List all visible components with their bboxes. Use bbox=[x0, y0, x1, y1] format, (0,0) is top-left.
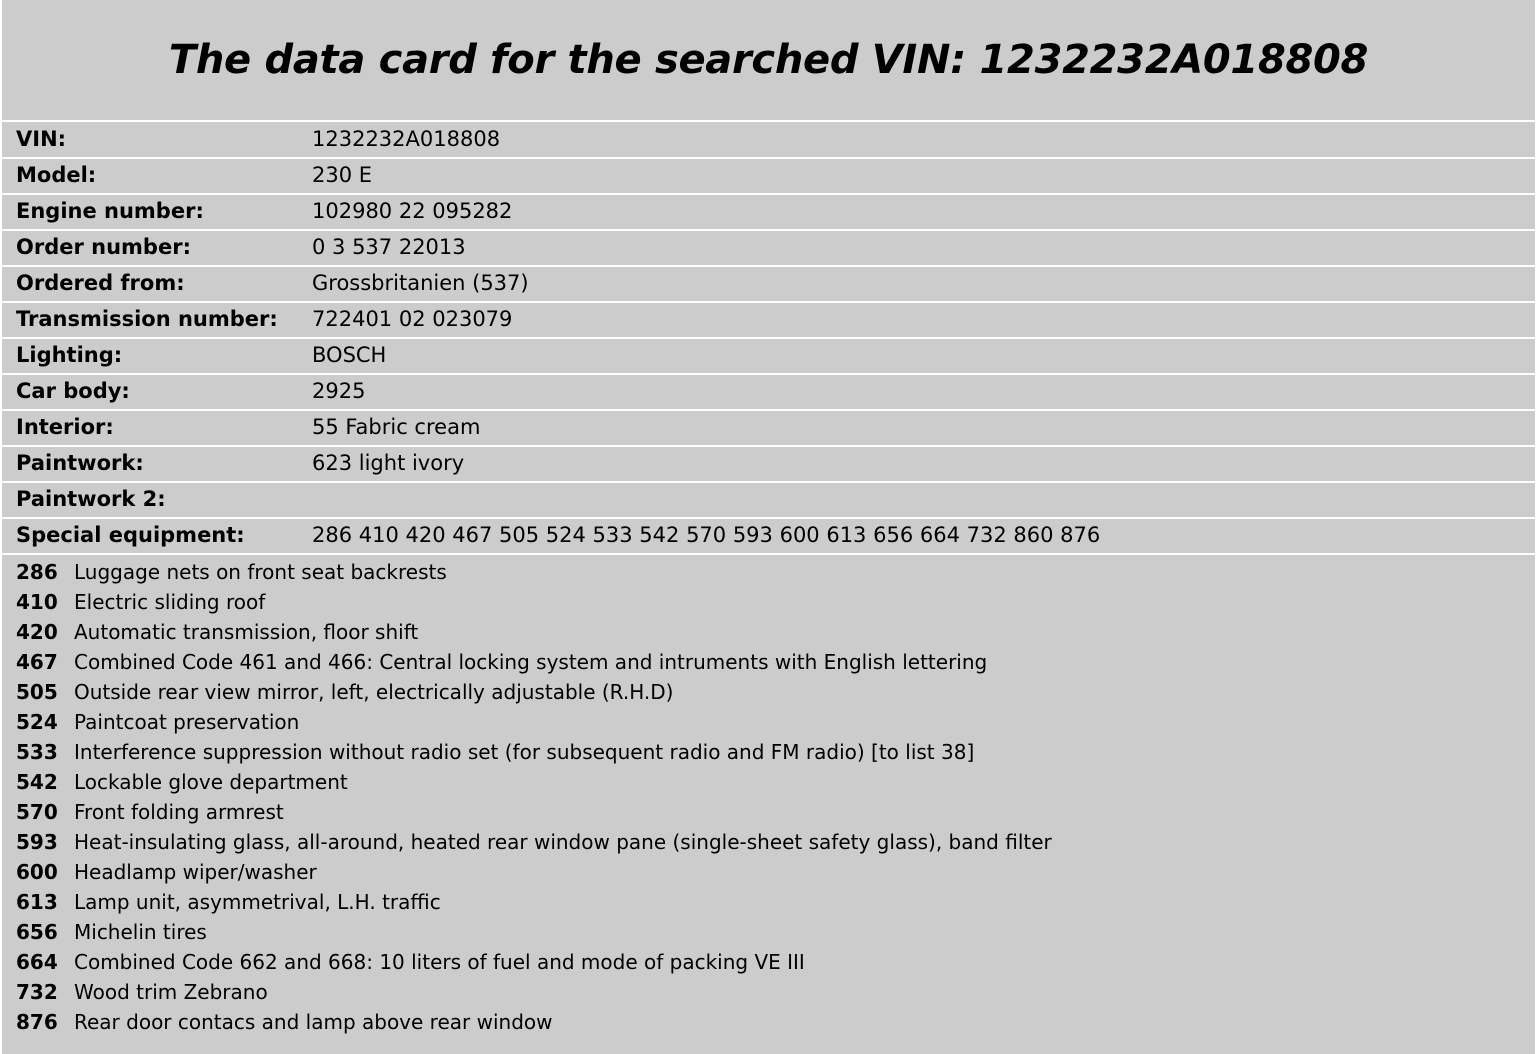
detail-value: 722401 02 023079 bbox=[312, 302, 1535, 338]
detail-label: VIN: bbox=[2, 122, 312, 158]
equipment-code: 664 bbox=[16, 950, 58, 974]
list-item bbox=[2, 707, 1535, 737]
detail-value: BOSCH bbox=[312, 338, 1535, 374]
list-item bbox=[2, 977, 1535, 1007]
table-row bbox=[2, 302, 1535, 338]
equipment-code: 524 bbox=[16, 710, 58, 734]
list-item bbox=[2, 557, 1535, 587]
detail-label: Engine number: bbox=[2, 194, 312, 230]
equipment-code: 593 bbox=[16, 830, 58, 854]
list-item bbox=[2, 917, 1535, 947]
detail-value: 1232232A018808 bbox=[312, 122, 1535, 158]
page-title: The data card for the searched VIN: 1232232A018808 bbox=[168, 37, 1369, 83]
vehicle-details-table bbox=[2, 122, 1535, 555]
detail-label: Lighting: bbox=[2, 338, 312, 374]
equipment-code: 410 bbox=[16, 590, 58, 614]
equipment-description: Automatic transmission, floor shift bbox=[74, 620, 419, 644]
equipment-description: Electric sliding roof bbox=[74, 590, 266, 614]
table-row bbox=[2, 518, 1535, 554]
equipment-code: 570 bbox=[16, 800, 58, 824]
equipment-description: Interference suppression without radio set (for subsequent radio and FM radio) [to list 38] bbox=[74, 740, 975, 764]
equipment-description: Outside rear view mirror, left, electrically adjustable (R.H.D) bbox=[74, 680, 674, 704]
equipment-code: 542 bbox=[16, 770, 58, 794]
equipment-code: 656 bbox=[16, 920, 58, 944]
table-row bbox=[2, 446, 1535, 482]
table-row bbox=[2, 338, 1535, 374]
equipment-description: Combined Code 461 and 466: Central locking system and intruments with English lettering bbox=[74, 650, 988, 674]
equipment-code: 533 bbox=[16, 740, 58, 764]
equipment-description: Lamp unit, asymmetrival, L.H. traffic bbox=[74, 890, 441, 914]
detail-value: 623 light ivory bbox=[312, 446, 1535, 482]
special-equipment-list bbox=[2, 555, 1535, 1037]
equipment-code: 505 bbox=[16, 680, 58, 704]
list-item bbox=[2, 587, 1535, 617]
list-item bbox=[2, 647, 1535, 677]
list-item bbox=[2, 827, 1535, 857]
detail-label: Ordered from: bbox=[2, 266, 312, 302]
detail-label: Car body: bbox=[2, 374, 312, 410]
table-row bbox=[2, 194, 1535, 230]
equipment-description: Wood trim Zebrano bbox=[74, 980, 268, 1004]
detail-value: Grossbritanien (537) bbox=[312, 266, 1535, 302]
equipment-description: Front folding armrest bbox=[74, 800, 284, 824]
table-row bbox=[2, 374, 1535, 410]
equipment-description: Headlamp wiper/washer bbox=[74, 860, 317, 884]
table-row bbox=[2, 230, 1535, 266]
detail-label: Interior: bbox=[2, 410, 312, 446]
detail-label: Transmission number: bbox=[2, 302, 312, 338]
list-item bbox=[2, 617, 1535, 647]
detail-value: 286 410 420 467 505 524 533 542 570 593 600 613 656 664 732 860 876 bbox=[312, 518, 1535, 554]
list-item bbox=[2, 677, 1535, 707]
card-header bbox=[2, 0, 1535, 122]
detail-label: Paintwork: bbox=[2, 446, 312, 482]
equipment-description: Heat-insulating glass, all-around, heated rear window pane (single-sheet safety glass), band filter bbox=[74, 830, 1052, 854]
detail-value bbox=[312, 482, 1535, 518]
list-item bbox=[2, 797, 1535, 827]
list-item bbox=[2, 857, 1535, 887]
table-row bbox=[2, 122, 1535, 158]
detail-value: 55 Fabric cream bbox=[312, 410, 1535, 446]
detail-label: Paintwork 2: bbox=[2, 482, 312, 518]
vehicle-details-body bbox=[2, 122, 1535, 554]
equipment-description: Luggage nets on front seat backrests bbox=[74, 560, 447, 584]
table-row bbox=[2, 158, 1535, 194]
detail-label: Model: bbox=[2, 158, 312, 194]
table-row bbox=[2, 482, 1535, 518]
equipment-code: 600 bbox=[16, 860, 58, 884]
detail-value: 2925 bbox=[312, 374, 1535, 410]
equipment-code: 876 bbox=[16, 1010, 58, 1034]
equipment-description: Rear door contacs and lamp above rear window bbox=[74, 1010, 553, 1034]
detail-label: Order number: bbox=[2, 230, 312, 266]
list-item bbox=[2, 737, 1535, 767]
detail-value: 230 E bbox=[312, 158, 1535, 194]
list-item bbox=[2, 1007, 1535, 1037]
equipment-description: Lockable glove department bbox=[74, 770, 348, 794]
equipment-description: Combined Code 662 and 668: 10 liters of fuel and mode of packing VE III bbox=[74, 950, 805, 974]
detail-value: 102980 22 095282 bbox=[312, 194, 1535, 230]
list-item bbox=[2, 887, 1535, 917]
equipment-code: 732 bbox=[16, 980, 58, 1004]
detail-label: Special equipment: bbox=[2, 518, 312, 554]
equipment-description: Michelin tires bbox=[74, 920, 207, 944]
equipment-code: 467 bbox=[16, 650, 58, 674]
list-item bbox=[2, 767, 1535, 797]
table-row bbox=[2, 266, 1535, 302]
equipment-code: 613 bbox=[16, 890, 58, 914]
detail-value: 0 3 537 22013 bbox=[312, 230, 1535, 266]
list-item bbox=[2, 947, 1535, 977]
table-row bbox=[2, 410, 1535, 446]
equipment-code: 286 bbox=[16, 560, 58, 584]
equipment-description: Paintcoat preservation bbox=[74, 710, 300, 734]
equipment-code: 420 bbox=[16, 620, 58, 644]
